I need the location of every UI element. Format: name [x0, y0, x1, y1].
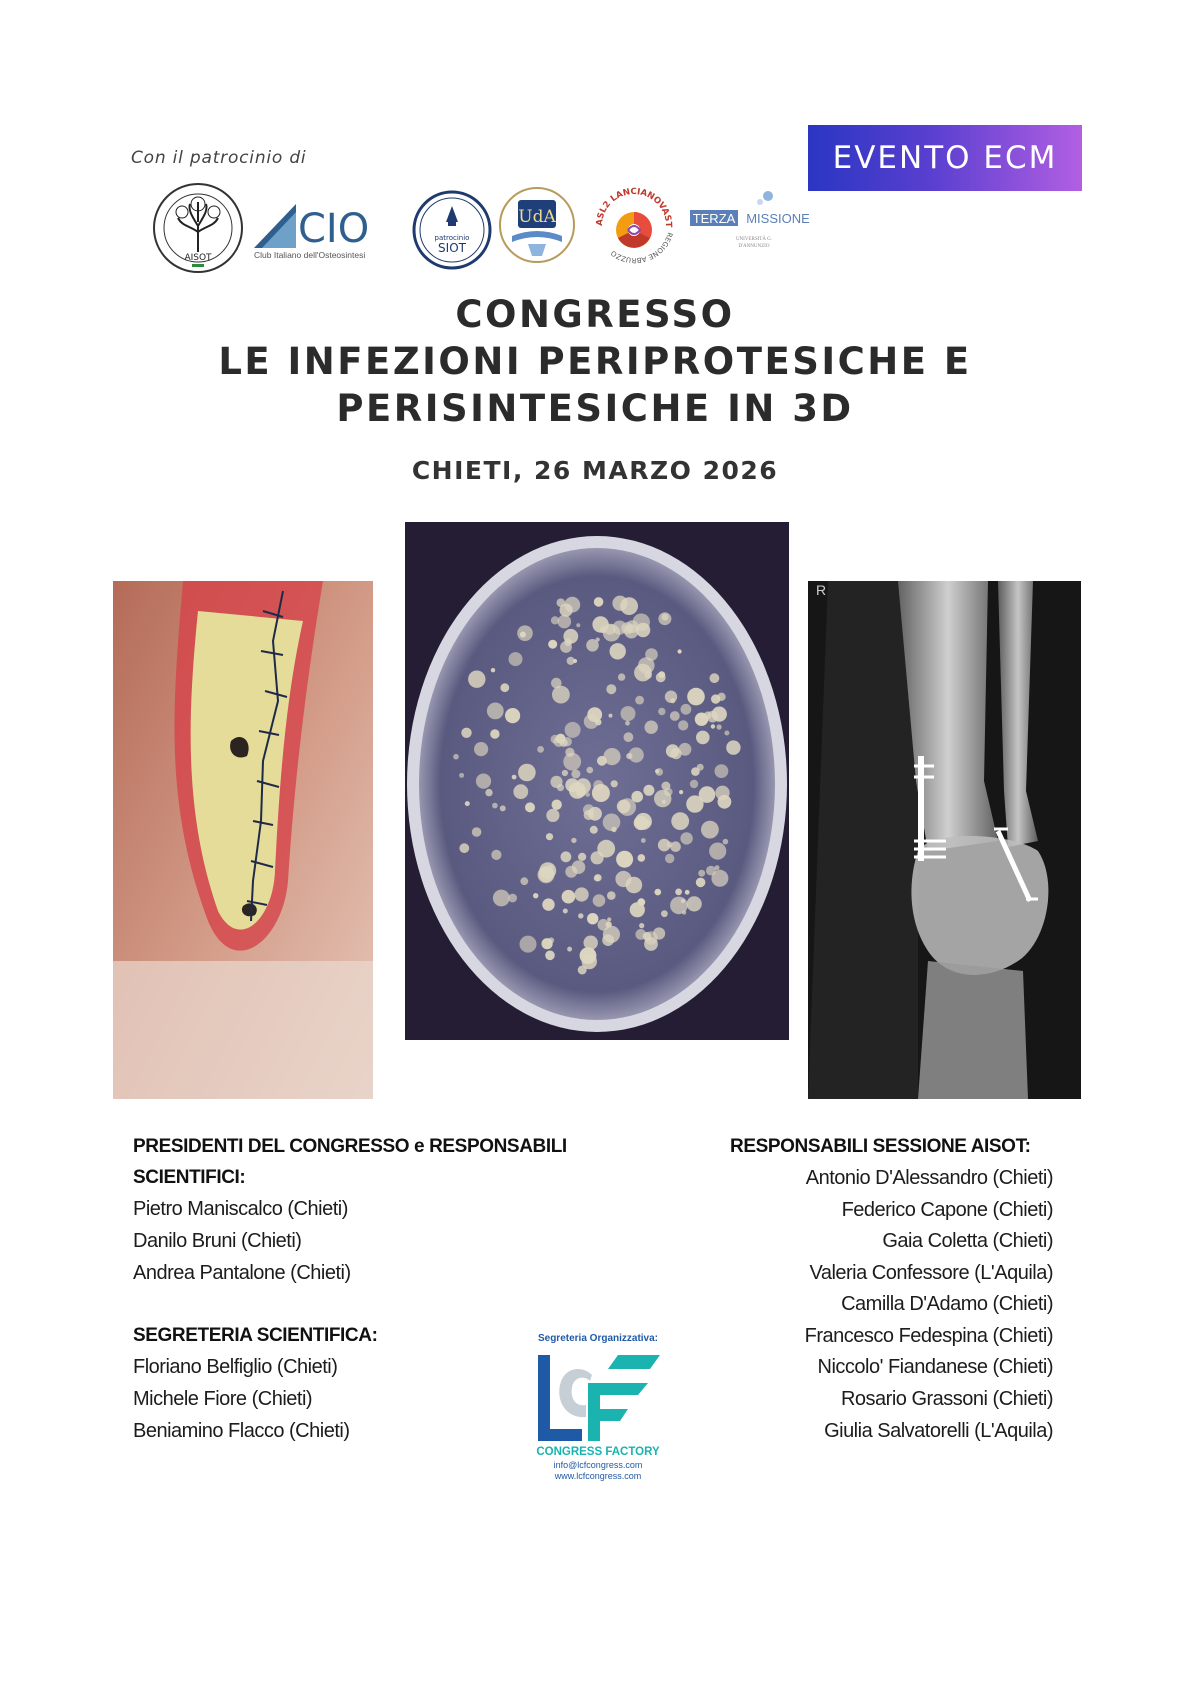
- bacterial-colony: [587, 913, 598, 924]
- bacterial-colony: [500, 683, 509, 692]
- ecm-event-badge: EVENTO ECM: [808, 125, 1082, 191]
- bacterial-colony: [671, 812, 689, 830]
- presidente-name: Danilo Bruni (Chieti): [133, 1230, 302, 1252]
- bacterial-colony: [661, 782, 670, 791]
- bacterial-colony: [571, 770, 580, 779]
- bacterial-colony: [605, 624, 616, 635]
- bacterial-colony: [459, 843, 469, 853]
- bacterial-colony: [639, 923, 644, 928]
- aisot-session-name: Camilla D'Adamo (Chieti): [841, 1293, 1053, 1315]
- bacterial-colony: [670, 698, 675, 703]
- bacterial-colony: [679, 790, 683, 794]
- bacterial-colony: [596, 638, 600, 642]
- bacterial-colony: [593, 894, 606, 907]
- bacterial-colony: [493, 890, 510, 907]
- bacterial-colony: [695, 713, 708, 726]
- presidente-name: Andrea Pantalone (Chieti): [133, 1262, 351, 1284]
- bacterial-colony: [558, 615, 572, 629]
- xray-side-marker: R: [816, 582, 827, 598]
- wound-photo: [113, 581, 373, 1099]
- bacterial-colony: [461, 728, 471, 738]
- bacterial-colony: [490, 729, 499, 738]
- bacterial-colony: [563, 753, 581, 771]
- bacterial-colony: [546, 809, 559, 822]
- bacterial-colony: [666, 744, 679, 757]
- segreteria-name: Michele Fiore (Chieti): [133, 1388, 313, 1410]
- bacterial-colony: [615, 871, 631, 887]
- bacterial-colony: [658, 839, 671, 852]
- bacterial-colony: [548, 640, 557, 649]
- bacterial-colony: [537, 746, 544, 753]
- bacterial-colony: [607, 891, 616, 900]
- bacterial-colony: [545, 951, 555, 961]
- terza-missione-logo: [688, 188, 820, 258]
- aisot-session-name: Niccolo' Fiandanese (Chieti): [817, 1356, 1053, 1378]
- bacterial-colony: [551, 678, 562, 689]
- bacterial-colony: [706, 866, 716, 876]
- aisot-session-name: Giulia Salvatorelli (L'Aquila): [824, 1420, 1053, 1442]
- bacterial-colony: [583, 804, 594, 815]
- bacterial-colony: [564, 638, 572, 646]
- bacterial-colony: [626, 753, 632, 759]
- bacterial-colony: [597, 756, 607, 766]
- bacterial-colony: [710, 673, 720, 683]
- bacterial-colony: [635, 696, 644, 705]
- bacterial-colony: [509, 652, 523, 666]
- aisot-session-heading: RESPONSABILI SESSIONE AISOT:: [730, 1136, 1031, 1157]
- missione-text: MISSIONE: [746, 211, 810, 226]
- bacterial-colony: [546, 833, 553, 840]
- congress-title-line-2: LE INFEZIONI PERIPROTESICHE E: [218, 340, 972, 383]
- aisot-session-name: Federico Capone (Chieti): [841, 1199, 1053, 1221]
- siot-logo: [412, 190, 492, 270]
- bacterial-colony: [643, 785, 654, 796]
- bacterial-colony: [520, 877, 528, 885]
- bacterial-colony: [654, 790, 671, 807]
- bacterial-colony: [697, 764, 704, 771]
- bacterial-colony: [542, 898, 554, 910]
- bacterial-colony: [718, 795, 732, 809]
- bacterial-colony: [533, 893, 538, 898]
- bacterial-colony: [678, 649, 682, 653]
- aisot-session-name: Valeria Confessore (L'Aquila): [809, 1262, 1053, 1284]
- bacterial-colony: [557, 784, 564, 791]
- bacterial-colony: [500, 805, 506, 811]
- bacterial-colony: [711, 724, 715, 728]
- bacterial-colony: [616, 851, 633, 868]
- bacterial-colony: [551, 735, 560, 744]
- bacterial-colony: [520, 632, 526, 638]
- bacterial-colony: [690, 780, 698, 788]
- bacterial-colony: [699, 786, 716, 803]
- bacterial-colony: [606, 684, 616, 694]
- congress-title-line-1: CONGRESSO: [455, 293, 735, 336]
- bacterial-colony: [548, 865, 554, 871]
- bacterial-colony: [635, 929, 646, 940]
- bacterial-colony: [638, 854, 646, 862]
- bacterial-colony: [576, 623, 580, 627]
- bacterial-colony: [696, 731, 710, 745]
- terza-sub1: UNIVERSITÀ G.: [735, 237, 773, 242]
- bacterial-colony: [564, 597, 580, 613]
- bacterial-colony: [518, 764, 536, 782]
- bacterial-colony: [638, 657, 655, 674]
- bacterial-colony: [607, 917, 611, 921]
- terza-sub2: D'ANNUNZIO: [738, 244, 770, 249]
- cio-logo-text: CIO: [298, 206, 370, 252]
- siot-logo-text: SIOT: [438, 241, 466, 255]
- bacterial-colony: [551, 616, 559, 624]
- bacterial-colony: [609, 714, 613, 718]
- bacterial-colony: [465, 801, 470, 806]
- uda-logo-text: UdA: [518, 207, 556, 227]
- bacterial-colony: [573, 659, 577, 663]
- bacterial-colony: [563, 909, 568, 914]
- bacterial-colony: [644, 931, 657, 944]
- bacterial-colony: [487, 703, 504, 720]
- bacterial-colony: [696, 878, 706, 888]
- presidente-name: Pietro Maniscalco (Chieti): [133, 1198, 348, 1220]
- bacterial-colony: [520, 936, 537, 953]
- bacterial-colony: [707, 711, 719, 723]
- bacterial-colony: [592, 784, 610, 802]
- bacterial-colony: [453, 754, 459, 760]
- petri-dish-photo: [405, 522, 789, 1040]
- segreteria-heading: SEGRETERIA SCIENTIFICA:: [133, 1325, 378, 1346]
- aisot-session-name: Gaia Coletta (Chieti): [882, 1230, 1053, 1252]
- aisot-logo: [152, 182, 244, 274]
- bacterial-colony: [618, 673, 625, 680]
- bacterial-colony: [562, 770, 568, 776]
- organizer-brand: CONGRESS FACTORY: [536, 1446, 660, 1458]
- bacterial-colony: [612, 596, 627, 611]
- bacterial-colony: [662, 800, 666, 804]
- bacterial-colony: [626, 620, 639, 633]
- aisot-session-name: Rosario Grassoni (Chieti): [840, 1388, 1053, 1410]
- asl-arc-text: ASL2 LANCIANOVAST: [594, 186, 674, 228]
- bacterial-colony: [625, 721, 630, 726]
- bacterial-colony: [681, 704, 692, 715]
- bacterial-colony: [685, 890, 690, 895]
- bacterial-colony: [525, 802, 535, 812]
- bacterial-colony: [658, 708, 665, 715]
- bacterial-colony: [597, 840, 615, 858]
- aisot-logo-text: AISOT: [184, 253, 212, 263]
- presidenti-heading-2: SCIENTIFICI:: [133, 1167, 246, 1188]
- organizer-label: Segreteria Organizzativa:: [537, 1333, 659, 1344]
- bacterial-colony: [624, 732, 634, 742]
- bacterial-colony: [474, 742, 488, 756]
- terza-text: TERZA: [692, 211, 736, 226]
- bacterial-colony: [709, 843, 726, 860]
- bacterial-colony: [485, 789, 492, 796]
- lcf-congress-factory-logo: [528, 1331, 668, 1481]
- bacterial-colony: [587, 767, 594, 774]
- bacterial-colony: [680, 832, 692, 844]
- aisot-session-name: Francesco Fedespina (Chieti): [804, 1325, 1053, 1347]
- bacterial-colony: [552, 686, 570, 704]
- bacterial-colony: [565, 722, 581, 738]
- bacterial-colony: [603, 814, 621, 832]
- bacterial-colony: [634, 816, 648, 830]
- patronage-label: Con il patrocinio di: [131, 148, 307, 168]
- bacterial-colony: [655, 889, 662, 896]
- bacterial-colony: [645, 721, 658, 734]
- bacterial-colony: [621, 706, 636, 721]
- bacterial-colony: [610, 643, 626, 659]
- bacterial-colony: [687, 688, 705, 706]
- bacterial-colony: [701, 821, 719, 839]
- bacterial-colony: [598, 919, 610, 931]
- organizer-website: www.lcfcongress.com: [554, 1471, 642, 1481]
- bacterial-colony: [513, 784, 528, 799]
- bacterial-colony: [701, 714, 705, 718]
- bacterial-colony: [562, 890, 576, 904]
- bacterial-colony: [578, 913, 583, 918]
- organizer-email: info@lcfcongress.com: [553, 1460, 643, 1470]
- bacterial-colony: [675, 889, 682, 896]
- bacterial-colony: [584, 714, 599, 729]
- bacterial-colony: [476, 774, 491, 789]
- bacterial-colony: [505, 708, 520, 723]
- cio-logo-subtitle: Club Italiano dell'Osteosintesi: [254, 250, 366, 260]
- bacterial-colony: [590, 826, 598, 834]
- bacterial-colony: [576, 787, 586, 797]
- bacterial-colony: [670, 711, 680, 721]
- bacterial-colony: [611, 827, 616, 832]
- bacterial-colony: [661, 910, 668, 917]
- bacterial-colony: [679, 743, 692, 756]
- bacterial-colony: [561, 851, 572, 862]
- asl-region-text: REGIONE ABRUZZO: [609, 231, 674, 265]
- bacterial-colony: [594, 597, 604, 607]
- bacterial-colony: [567, 947, 572, 952]
- bacterial-colony: [585, 792, 590, 797]
- bacterial-colony: [711, 694, 720, 703]
- bacterial-colony: [619, 798, 637, 816]
- bacterial-colony: [641, 838, 646, 843]
- bacterial-colony: [491, 850, 501, 860]
- bacterial-colony: [508, 894, 517, 903]
- bacterial-colony: [512, 775, 517, 780]
- asl-lanciano-logo: [588, 180, 680, 272]
- bacterial-colony: [572, 860, 586, 874]
- bacterial-colony: [548, 937, 554, 943]
- bacterial-colony: [658, 612, 671, 625]
- bacterial-colony: [698, 870, 705, 877]
- bacterial-colony: [578, 853, 586, 861]
- bacterial-colony: [682, 911, 686, 915]
- bacterial-colony: [726, 740, 740, 754]
- bacterial-colony: [575, 887, 589, 901]
- bacterial-colony: [594, 875, 600, 881]
- bacterial-colony: [687, 896, 702, 911]
- bacterial-colony: [611, 780, 618, 787]
- bacterial-colony: [658, 671, 665, 678]
- bacterial-colony: [580, 947, 597, 964]
- xray-photo: [808, 581, 1081, 1099]
- presidenti-heading: PRESIDENTI DEL CONGRESSO e RESPONSABILI: [133, 1136, 567, 1157]
- bacterial-colony: [715, 764, 729, 778]
- bacterial-colony: [552, 800, 562, 810]
- bacterial-colony: [492, 803, 498, 809]
- bacterial-colony: [678, 720, 688, 730]
- congress-title-line-3: PERISINTESICHE IN 3D: [336, 387, 854, 430]
- bacterial-colony: [459, 773, 464, 778]
- bacterial-colony: [468, 671, 485, 688]
- bacterial-colony: [472, 827, 482, 837]
- aisot-session-name: Antonio D'Alessandro (Chieti): [805, 1167, 1053, 1189]
- bacterial-colony: [724, 731, 729, 736]
- cio-logo: [252, 196, 400, 260]
- uda-logo: [498, 186, 576, 264]
- bacterial-colony: [491, 668, 495, 672]
- bacterial-colony: [637, 898, 645, 906]
- bacterial-colony: [665, 854, 674, 863]
- bacterial-colony: [655, 768, 663, 776]
- bacterial-colony: [723, 839, 729, 845]
- segreteria-name: Floriano Belfiglio (Chieti): [133, 1356, 338, 1378]
- segreteria-name: Beniamino Flacco (Chieti): [133, 1420, 350, 1442]
- bacterial-colony: [717, 724, 722, 729]
- congress-date-location: CHIETI, 26 MARZO 2026: [411, 456, 779, 485]
- bacterial-colony: [571, 838, 576, 843]
- siot-logo-top: patrocinio: [434, 234, 470, 242]
